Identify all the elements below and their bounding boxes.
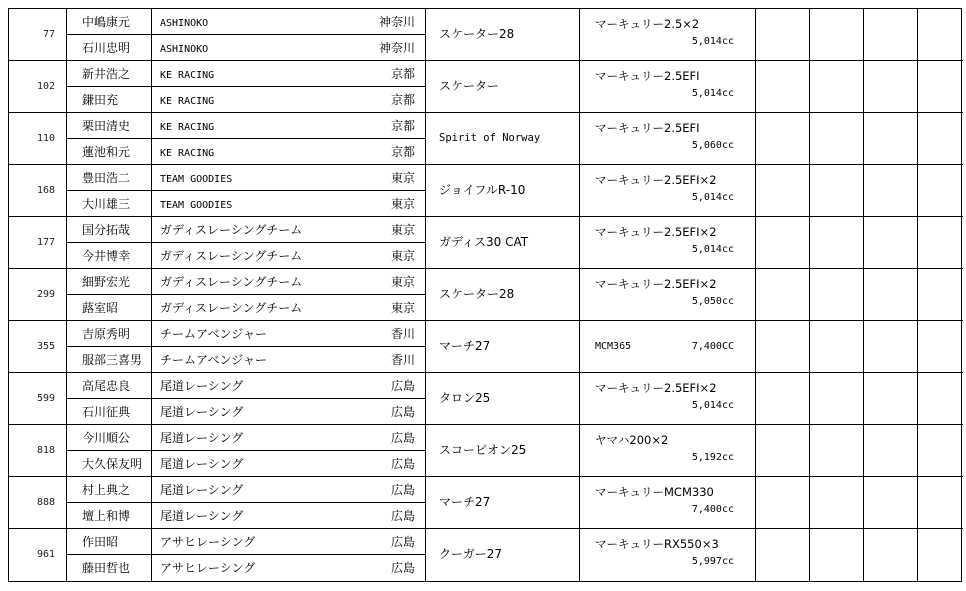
crew-name: 国分拓哉 [82,223,131,237]
column-divider [579,9,580,581]
prefecture: 広島 [390,379,415,393]
engine-model: マーキュリー2.5EFI×2 [595,277,717,291]
boat-model: マーチ27 [439,495,491,509]
engine-model: マーキュリーRX550×3 [595,537,719,551]
prefecture: 神奈川 [378,41,415,55]
boat-model: ガディス30 CAT [439,235,529,249]
engine-displacement: 5,997cc [691,556,734,567]
engine-displacement: 7,400cc [691,504,734,515]
team-name: 尾道レーシング [160,405,244,419]
engine-model: MCM365 [595,341,632,352]
prefecture: 香川 [390,327,415,341]
prefecture: 東京 [390,171,415,185]
prefecture: 京都 [390,145,415,159]
engine-displacement: 5,014cc [691,192,734,203]
prefecture: 東京 [390,249,415,263]
column-divider [917,9,918,581]
prefecture: 広島 [390,405,415,419]
boat-number: 110 [36,133,55,144]
team-name: アサヒレーシング [160,535,256,549]
boat-model: スコーピオン25 [439,443,527,457]
team-name: ASHINOKO [160,44,209,55]
engine-model: マーキュリー2.5×2 [595,17,700,31]
boat-number: 888 [36,497,55,508]
boat-model: スケーター28 [439,27,515,41]
team-name: ガディスレーシングチーム [160,249,303,263]
prefecture: 広島 [390,561,415,575]
engine-model: マーキュリーMCM330 [595,485,714,499]
team-name: 尾道レーシング [160,457,244,471]
team-name: TEAM GOODIES [160,174,233,185]
engine-displacement: 5,014cc [691,88,734,99]
engine-displacement: 5,192cc [691,452,734,463]
crew-name: 今井博幸 [82,249,131,263]
entry-table [8,8,962,582]
crew-divider [66,138,425,139]
engine-displacement: 7,400CC [691,341,734,352]
crew-divider [66,242,425,243]
engine-model: マーキュリー2.5EFI [595,69,700,83]
boat-model: マーチ27 [439,339,491,353]
crew-name: 今川順公 [82,431,131,445]
team-name: TEAM GOODIES [160,200,233,211]
row-divider [9,476,963,477]
crew-name: 大久保友明 [82,457,143,471]
prefecture: 広島 [390,457,415,471]
engine-displacement: 5,060cc [691,140,734,151]
prefecture: 東京 [390,223,415,237]
row-divider [9,372,963,373]
boat-number: 177 [36,237,55,248]
row-divider [9,164,963,165]
row-divider [9,60,963,61]
boat-model: クーガー27 [439,547,503,561]
engine-model: マーキュリー2.5EFI×2 [595,173,717,187]
crew-name: 壇上和博 [82,509,131,523]
crew-divider [66,554,425,555]
team-name: チームアベンジャー [160,353,267,367]
engine-displacement: 5,014cc [691,36,734,47]
engine-model: マーキュリー2.5EFI×2 [595,225,717,239]
crew-name: 新井浩之 [82,67,131,81]
crew-divider [66,34,425,35]
column-divider [809,9,810,581]
crew-name: 作田昭 [82,535,119,549]
team-name: KE RACING [160,122,215,133]
crew-name: 栗田清史 [82,119,131,133]
boat-model: タロン25 [439,391,491,405]
crew-divider [66,502,425,503]
column-divider [425,9,426,581]
crew-name: 蕗室昭 [82,301,119,315]
crew-divider [66,346,425,347]
prefecture: 京都 [390,93,415,107]
crew-name: 石川忠明 [82,41,131,55]
row-divider [9,216,963,217]
engine-displacement: 5,014cc [691,400,734,411]
boat-number: 818 [36,445,55,456]
crew-name: 蓮池和元 [82,145,131,159]
engine-model: マーキュリー2.5EFI×2 [595,381,717,395]
row-divider [9,528,963,529]
boat-number: 168 [36,185,55,196]
team-name: ガディスレーシングチーム [160,223,303,237]
column-divider [863,9,864,581]
crew-divider [66,398,425,399]
boat-number: 599 [36,393,55,404]
column-divider [66,9,67,581]
prefecture: 東京 [390,197,415,211]
team-name: 尾道レーシング [160,509,244,523]
team-name: KE RACING [160,148,215,159]
team-name: ガディスレーシングチーム [160,275,303,289]
team-name: KE RACING [160,96,215,107]
crew-divider [66,450,425,451]
prefecture: 京都 [390,67,415,81]
team-name: チームアベンジャー [160,327,267,341]
engine-displacement: 5,014cc [691,244,734,255]
prefecture: 広島 [390,535,415,549]
crew-name: 藤田哲也 [82,561,131,575]
crew-name: 鎌田充 [82,93,119,107]
crew-divider [66,86,425,87]
engine-model: マーキュリー2.5EFI [595,121,700,135]
row-divider [9,268,963,269]
crew-name: 吉原秀明 [82,327,131,341]
row-divider [9,112,963,113]
column-divider [755,9,756,581]
prefecture: 神奈川 [378,15,415,29]
crew-name: 石川征典 [82,405,131,419]
boat-number: 961 [36,549,55,560]
crew-name: 大川雄三 [82,197,131,211]
boat-number: 77 [42,29,55,40]
prefecture: 広島 [390,431,415,445]
engine-model: ヤマハ200×2 [595,433,669,447]
row-divider [9,320,963,321]
crew-divider [66,294,425,295]
prefecture: 広島 [390,509,415,523]
prefecture: 東京 [390,275,415,289]
boat-model: スケーター [439,79,500,93]
crew-name: 豊田浩二 [82,171,131,185]
crew-divider [66,190,425,191]
prefecture: 東京 [390,301,415,315]
boat-model: スケーター28 [439,287,515,301]
team-name: 尾道レーシング [160,483,244,497]
crew-name: 村上典之 [82,483,131,497]
team-name: ASHINOKO [160,18,209,29]
boat-number: 355 [36,341,55,352]
team-name: 尾道レーシング [160,431,244,445]
crew-name: 高尾忠良 [82,379,131,393]
prefecture: 京都 [390,119,415,133]
prefecture: 香川 [390,353,415,367]
team-name: ガディスレーシングチーム [160,301,303,315]
engine-displacement: 5,050cc [691,296,734,307]
prefecture: 広島 [390,483,415,497]
boat-model: ジョイフルR-10 [439,183,526,197]
crew-name: 細野宏光 [82,275,131,289]
boat-number: 299 [36,289,55,300]
team-name: 尾道レーシング [160,379,244,393]
boat-number: 102 [36,81,55,92]
team-name: アサヒレーシング [160,561,256,575]
crew-name: 服部三喜男 [82,353,143,367]
team-name: KE RACING [160,70,215,81]
row-divider [9,424,963,425]
crew-name: 中嶋康元 [82,15,131,29]
boat-model: Spirit of Norway [439,132,541,144]
column-divider [151,9,152,581]
